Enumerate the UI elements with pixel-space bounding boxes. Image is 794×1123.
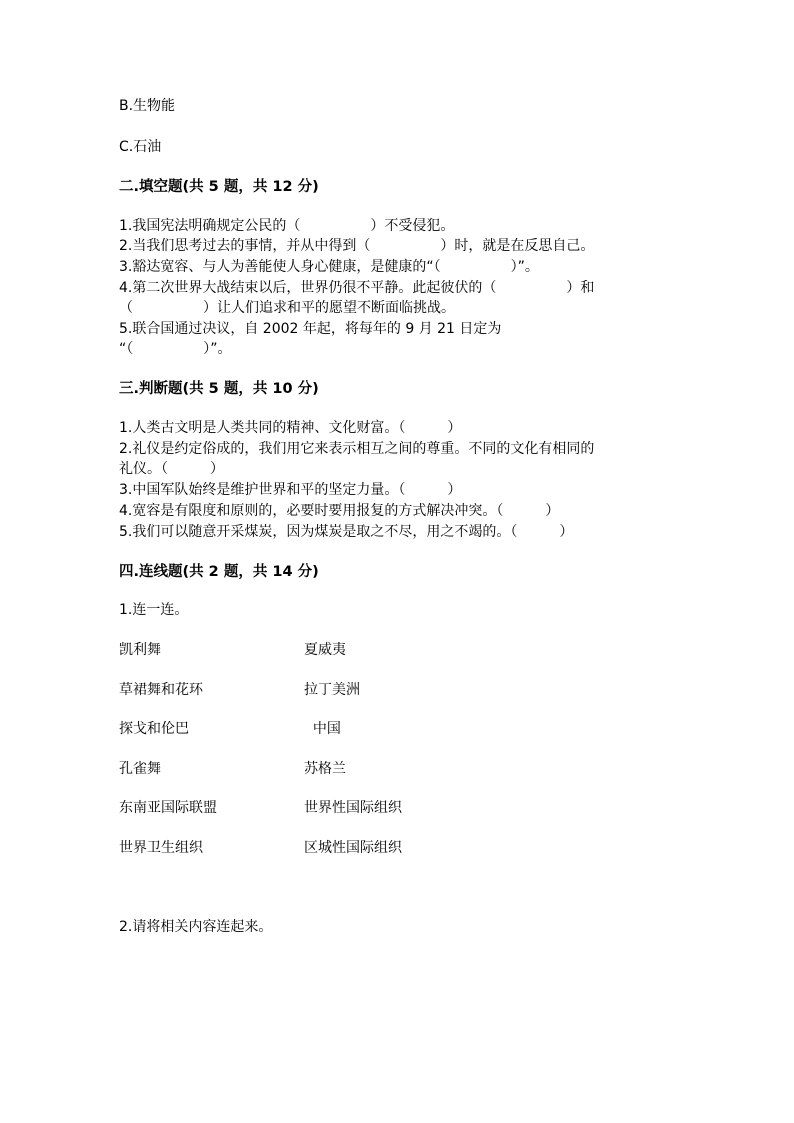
fill-question-5: 5.联合国通过决议，自 2002 年起，将每年的 9 月 21 日定为 xyxy=(119,321,502,337)
fill-question-5-cont: “（ ）”。 xyxy=(119,341,232,357)
match-right-item: 夏威夷 xyxy=(304,642,346,658)
match-left-item: 孔雀舞 xyxy=(119,761,161,777)
section-heading-true-false: 三.判断题(共 5 题，共 10 分) xyxy=(119,381,319,397)
match-right-item: 苏格兰 xyxy=(304,761,346,777)
section-heading-fill-in: 二.填空题(共 5 题，共 12 分) xyxy=(119,179,319,195)
match-right-item: 区城性国际组织 xyxy=(304,840,402,856)
match-left-item: 探戈和伦巴 xyxy=(119,721,189,737)
option-b: B.生物能 xyxy=(119,98,176,114)
judge-question-5: 5.我们可以随意开采煤炭，因为煤炭是取之不尽，用之不竭的。（ ） xyxy=(119,524,574,540)
section-heading-matching: 四.连线题(共 2 题，共 14 分) xyxy=(119,564,319,580)
match-question-2-prompt: 2.请将相关内容连起来。 xyxy=(119,919,273,935)
judge-question-2: 2.礼仪是约定俗成的，我们用它来表示相互之间的尊重。不同的文化有相同的 xyxy=(119,441,595,457)
match-right-item: 世界性国际组织 xyxy=(304,800,402,816)
judge-question-1: 1.人类古文明是人类共同的精神、文化财富。（ ） xyxy=(119,420,462,436)
fill-question-4-cont: （ ）让人们追求和平的愿望不断面临挑战。 xyxy=(119,300,455,316)
fill-question-4: 4.第二次世界大战结束以后，世界仍很不平静。此起彼伏的（ ）和 xyxy=(119,280,595,296)
fill-question-3: 3.豁达宽容、与人为善能使人身心健康，是健康的“（ ）”。 xyxy=(119,259,539,275)
judge-question-2-cont: 礼仪。（ ） xyxy=(119,461,224,477)
match-left-item: 东南亚国际联盟 xyxy=(119,800,217,816)
match-question-1-prompt: 1.连一连。 xyxy=(119,602,189,618)
judge-question-4: 4.宽容是有限度和原则的，必要时要用报复的方式解决冲突。（ ） xyxy=(119,503,560,519)
match-right-item: 中国 xyxy=(304,721,341,737)
fill-question-1: 1.我国宪法明确规定公民的（ ）不受侵犯。 xyxy=(119,218,455,234)
fill-question-2: 2.当我们思考过去的事情，并从中得到（ ）时，就是在反思自己。 xyxy=(119,238,595,254)
match-right-item: 拉丁美洲 xyxy=(304,682,360,698)
match-left-item: 凯利舞 xyxy=(119,642,161,658)
option-c: C.石油 xyxy=(119,139,162,155)
match-left-item: 世界卫生组织 xyxy=(119,840,203,856)
match-left-item: 草裙舞和花环 xyxy=(119,682,203,698)
judge-question-3: 3.中国军队始终是维护世界和平的坚定力量。（ ） xyxy=(119,482,462,498)
